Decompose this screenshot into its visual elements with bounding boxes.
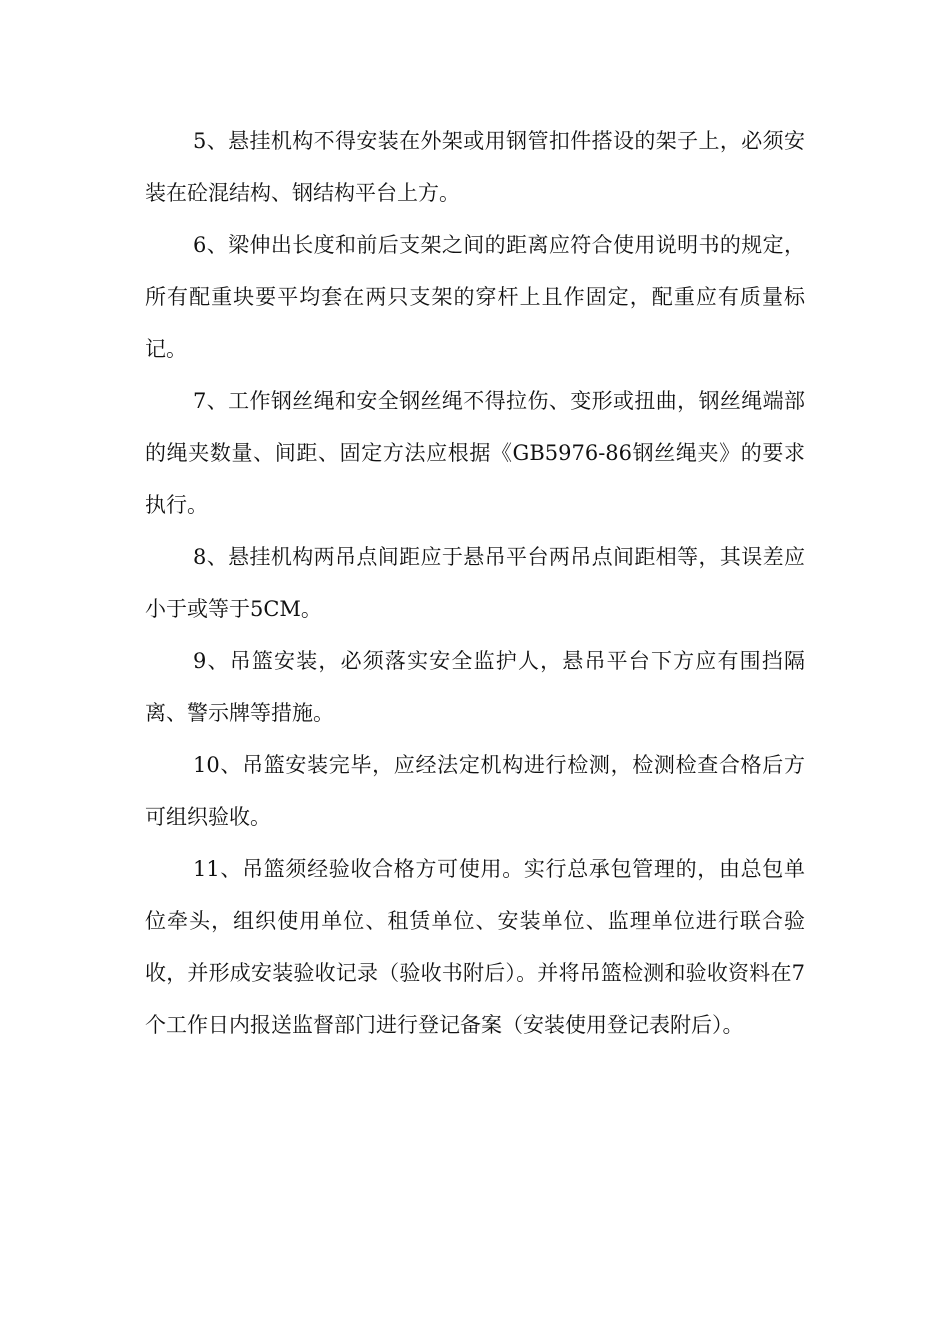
paragraph-item-11: 11、吊篮须经验收合格方可使用。实行总承包管理的，由总包单位牵头，组织使用单位、租赁单位、安装单位、监理单位进行联合验收，并形成安装验收记录（验收书附后）。并将吊篮检测和验收资料在7个工作日内报送监督部门进行登记备案（安装使用登记表附后）。 (145, 857, 805, 1037)
paragraph-item-9: 9、吊篮安装，必须落实安全监护人，悬吊平台下方应有围挡隔离、警示牌等措施。 (145, 649, 805, 725)
paragraph-item-5: 5、悬挂机构不得安装在外架或用钢管扣件搭设的架子上，必须安装在砼混结构、钢结构平台上方。 (145, 129, 805, 205)
document-body (145, 115, 805, 1051)
paragraph-item-10: 10、吊篮安装完毕，应经法定机构进行检测，检测检查合格后方可组织验收。 (145, 753, 805, 829)
paragraph-item-7: 7、工作钢丝绳和安全钢丝绳不得拉伤、变形或扭曲，钢丝绳端部的绳夹数量、间距、固定方法应根据《GB5976-86钢丝绳夹》的要求执行。 (145, 389, 805, 517)
paragraph-item-8: 8、悬挂机构两吊点间距应于悬吊平台两吊点间距相等，其误差应小于或等于5CM。 (145, 545, 805, 621)
paragraph-item-6: 6、梁伸出长度和前后支架之间的距离应符合使用说明书的规定，所有配重块要平均套在两只支架的穿杆上且作固定，配重应有质量标记。 (145, 233, 805, 361)
